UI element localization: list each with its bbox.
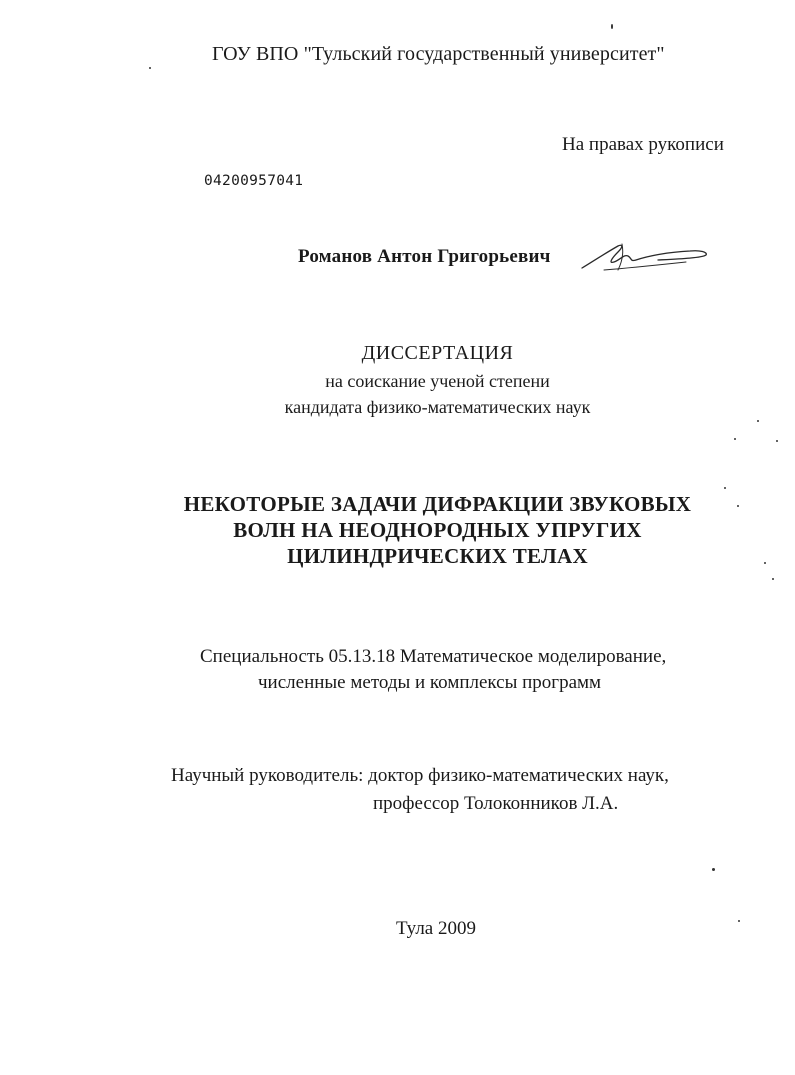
scan-speck <box>712 868 715 871</box>
advisor-line-2: профессор Толоконников Л.А. <box>373 793 619 814</box>
specialty-line-1: Специальность 05.13.18 Математическое моделирование, <box>200 646 667 667</box>
scan-speck <box>776 440 778 442</box>
scan-speck <box>738 920 740 922</box>
degree-line-1: на соискание ученой степени <box>325 371 550 391</box>
scan-speck <box>757 420 759 422</box>
author-signature <box>578 232 718 284</box>
city-year: Тула 2009 <box>396 918 476 939</box>
thesis-title-line-3: ЦИЛИНДРИЧЕСКИХ ТЕЛАХ <box>287 544 588 568</box>
thesis-title-line-2: ВОЛН НА НЕОДНОРОДНЫХ УПРУГИХ <box>233 518 642 542</box>
catalog-code: 04200957041 <box>204 173 304 189</box>
document-type: ДИССЕРТАЦИЯ <box>361 342 514 364</box>
university-name: ГОУ ВПО "Тульский государственный университет" <box>212 43 665 65</box>
advisor-line-1: Научный руководитель: доктор физико-математических наук, <box>171 765 669 786</box>
author-name: Романов Антон Григорьевич <box>298 246 551 267</box>
specialty-line-2: численные методы и комплексы программ <box>258 672 602 693</box>
scan-speck <box>737 505 739 507</box>
thesis-title-line-1: НЕКОТОРЫЕ ЗАДАЧИ ДИФРАКЦИИ ЗВУКОВЫХ <box>183 492 692 516</box>
scan-speck <box>149 67 151 69</box>
scan-speck <box>611 24 613 29</box>
degree-line-2: кандидата физико-математических наук <box>284 397 591 417</box>
manuscript-rights-note: На правах рукописи <box>562 134 724 155</box>
scan-speck <box>764 562 766 564</box>
scan-speck <box>734 438 736 440</box>
scan-speck <box>724 487 726 489</box>
scan-speck <box>772 578 774 580</box>
